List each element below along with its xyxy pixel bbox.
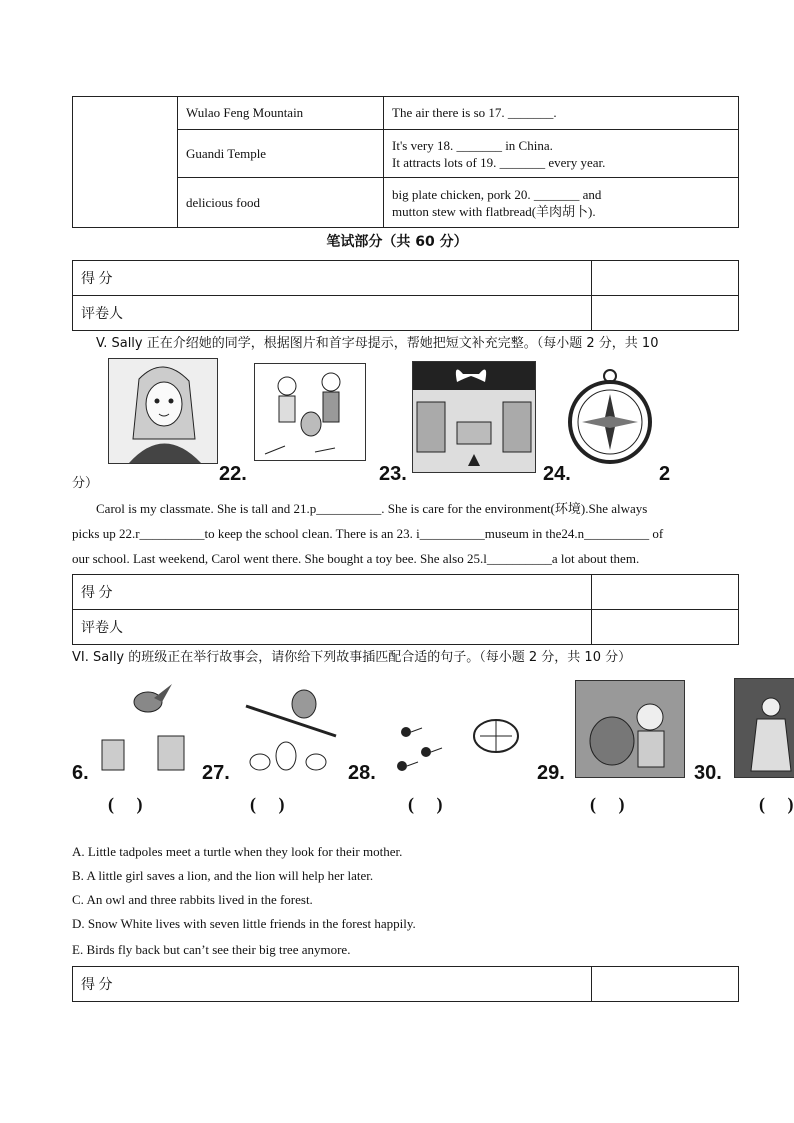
answer-blank[interactable]: ( ) bbox=[250, 794, 285, 814]
picture-number: 2 bbox=[659, 463, 671, 485]
section5-instruction-tail: 分） bbox=[72, 476, 99, 491]
option-d: D. Snow White lives with seven little friends in the forest happily. bbox=[72, 916, 416, 931]
place-cell: Wulao Feng Mountain bbox=[178, 97, 384, 130]
info-table bbox=[72, 96, 739, 228]
kids-picking-litter-picture bbox=[254, 363, 366, 461]
picture-number: 22. bbox=[219, 463, 247, 485]
option-b: B. A little girl saves a lion, and the lion will help her later. bbox=[72, 868, 374, 883]
desc-cell: It's very 18. _______ in China. It attracts lots of 19. _______ every year. bbox=[384, 130, 739, 178]
picture-number: 27. bbox=[202, 762, 230, 784]
answer-blank[interactable]: ( ) bbox=[408, 794, 443, 814]
answer-blank[interactable]: ( ) bbox=[759, 794, 794, 814]
picture-number: 6. bbox=[72, 762, 89, 784]
girl-portrait-picture bbox=[108, 358, 218, 464]
insect-museum-picture bbox=[412, 361, 536, 473]
picture-number: 23. bbox=[379, 463, 407, 485]
score-field[interactable] bbox=[592, 967, 739, 1002]
desc-cell: The air there is so 17. _______. bbox=[384, 97, 739, 130]
paragraph-line: our school. Last weekend, Carol went there. She bought a toy bee. She also 25.l__________a lot about them. bbox=[72, 551, 640, 566]
score-box bbox=[72, 574, 739, 645]
bird-stumps-picture bbox=[88, 680, 200, 776]
paragraph-line: Carol is my classmate. She is tall and 21.p__________. She is care for the environment(环境).She always bbox=[96, 501, 648, 516]
picture-number: 28. bbox=[348, 762, 376, 784]
blank-cell bbox=[73, 97, 178, 228]
score-field[interactable] bbox=[592, 575, 739, 610]
section-title: 笔试部分（共 60 分） bbox=[326, 234, 468, 250]
snow-white-picture bbox=[734, 678, 794, 778]
score-box bbox=[72, 260, 739, 331]
grader-label: 评卷人 bbox=[73, 610, 592, 645]
picture-number: 30. bbox=[694, 762, 722, 784]
option-a: A. Little tadpoles meet a turtle when they look for their mother. bbox=[72, 844, 403, 859]
place-cell: delicious food bbox=[178, 178, 384, 228]
grader-label: 评卷人 bbox=[73, 296, 592, 331]
paragraph-line: picks up 22.r__________to keep the school clean. There is an 23. i__________museum in the24.n__________ of bbox=[72, 526, 664, 541]
section6-instruction: VI. Sally 的班级正在举行故事会，请你给下列故事插匹配合适的句子。（每小题 2 分，共 10 分） bbox=[72, 650, 632, 665]
section5-paragraph bbox=[72, 496, 738, 571]
owl-rabbits-picture bbox=[236, 676, 348, 776]
score-label: 得 分 bbox=[73, 575, 592, 610]
desc-cell: big plate chicken, pork 20. _______ and mutton stew with flatbread(羊肉胡卜). bbox=[384, 178, 739, 228]
score-label: 得 分 bbox=[73, 261, 592, 296]
picture-number: 29. bbox=[537, 762, 565, 784]
grader-field[interactable] bbox=[592, 610, 739, 645]
score-box bbox=[72, 966, 739, 1002]
section5-instruction: V. Sally 正在介绍她的同学，根据图片和首字母提示，帮她把短文补充完整。（每小题 2 分，共 10 bbox=[96, 336, 659, 351]
place-cell: Guandi Temple bbox=[178, 130, 384, 178]
tadpoles-turtle-picture bbox=[388, 706, 534, 778]
picture-number: 24. bbox=[543, 463, 571, 485]
grader-field[interactable] bbox=[592, 296, 739, 331]
answer-blank[interactable]: ( ) bbox=[590, 794, 625, 814]
compass-picture bbox=[560, 366, 660, 466]
option-e: E. Birds fly back but can’t see their big tree anymore. bbox=[72, 942, 351, 957]
answer-blank[interactable]: ( ) bbox=[108, 794, 143, 814]
score-field[interactable] bbox=[592, 261, 739, 296]
score-label: 得 分 bbox=[73, 967, 592, 1002]
girl-lion-picture bbox=[575, 680, 685, 778]
option-c: C. An owl and three rabbits lived in the forest. bbox=[72, 892, 313, 907]
